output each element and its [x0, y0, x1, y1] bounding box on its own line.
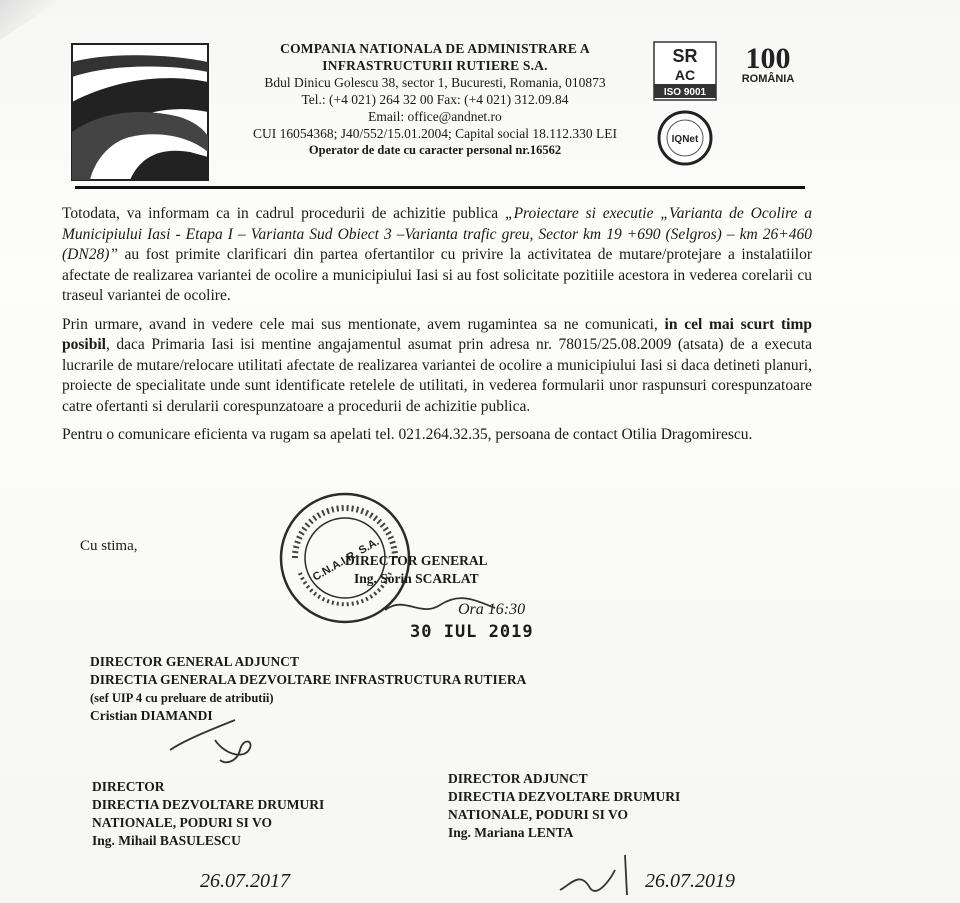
company-phone-fax: Tel.: (+4 021) 264 32 00 Fax: (+4 021) 312.09.84	[301, 92, 569, 107]
director-general-signature	[380, 590, 500, 620]
deputy-general-line3: (sef UIP 4 cu preluare de atributii)	[90, 691, 274, 705]
paragraph-1-text-a: Totodata, va informam ca in cadrul procedurii de achizitie publica	[62, 205, 505, 222]
director-left-line3: NATIONALE, PODURI SI VO	[92, 815, 273, 830]
company-name-line2: INFRASTRUCTURII RUTIERE S.A.	[322, 58, 548, 73]
stamp-time: Ora 16:30	[458, 601, 526, 618]
director-left-line2: DIRECTIA DEZVOLTARE DRUMURI	[92, 797, 325, 812]
company-email: Email: office@andnet.ro	[368, 109, 502, 124]
paragraph-2-text-b: , daca Primaria Iasi isi mentine angajamentul asumat prin adresa nr. 78015/25.08.2009 (atsata) de a executa lucrarile de mutare/relocare utilitati afectate de realizarea variantei de ocolire a municipiului Iasi si daca detineti planuri, proiecte de specialitate unde sunt identificate retelele de utilitati, in vederea formularii unor raspunsuri corespunzatoare catre ofertanti si derularii corespunzatoare a procedurii de achizitie publica.	[62, 336, 812, 415]
stamp-center-text: C.N.A.I.R. S.A.	[310, 535, 382, 584]
paragraph-1-text-b: au fost primite clarificari din partea ofertantilor cu privire la activitatea de mutare/protejare a instalatiilor afectate de realizarea variantei de ocolire a municipiului Iasi si au fost solicitate pozitiile acestora in vederea corelarii cu traseul variantei de ocolire.	[62, 246, 812, 304]
paragraph-1	[62, 204, 812, 307]
director-right-block	[448, 770, 680, 842]
director-right-name: Ing. Mariana LENTA	[448, 825, 574, 840]
director-right-line1: DIRECTOR ADJUNCT	[448, 771, 588, 786]
company-registry: CUI 16054368; J40/552/15.01.2004; Capital social 18.112.330 LEI	[253, 126, 617, 141]
director-general-block	[345, 552, 488, 588]
certification-badges	[650, 40, 810, 170]
director-right-signature	[555, 850, 645, 900]
director-left-name: Ing. Mihail BASULESCU	[92, 833, 241, 848]
iqnet-badge-text: IQNet	[671, 134, 699, 145]
deputy-general-line2: DIRECTIA GENERALA DEZVOLTARE INFRASTRUCTURA RUTIERA	[90, 672, 527, 687]
letter-body	[62, 204, 812, 454]
paragraph-2-bold: in cel mai scurt timp posibil	[62, 315, 812, 353]
iso-badge-text: ISO 9001	[663, 87, 707, 98]
sr-badge-text: SR	[672, 46, 698, 66]
company-header	[215, 40, 655, 159]
centenar-country: ROMÂNIA	[741, 73, 795, 85]
data-operator: Operator de date cu caracter personal nr.16562	[308, 143, 562, 157]
director-left-handwritten-date: 26.07.2017	[200, 870, 290, 892]
deputy-general-signature	[165, 710, 265, 770]
paragraph-3: Pentru o comunicare eficienta va rugam sa apelati tel. 021.264.32.35, persoana de contact Otilia Dragomirescu.	[62, 426, 753, 443]
company-name-line1: COMPANIA NATIONALA DE ADMINISTRARE A	[280, 41, 590, 56]
company-logo	[70, 42, 210, 182]
header-divider	[75, 186, 805, 189]
stamp-date: 30 IUL 2019	[410, 622, 534, 642]
deputy-general-line1: DIRECTOR GENERAL ADJUNCT	[90, 654, 300, 669]
paragraph-2-text-a: Prin urmare, avand in vedere cele mai sus mentionate, avem rugamintea sa ne comunicati,	[62, 315, 665, 333]
director-left-line1: DIRECTOR	[92, 779, 165, 794]
ac-badge-text: AC	[674, 67, 696, 83]
director-right-handwritten-date: 26.07.2019	[645, 870, 735, 892]
deputy-general-name: Cristian DIAMANDI	[90, 708, 213, 723]
director-general-title: DIRECTOR GENERAL	[345, 553, 488, 568]
closing-greeting: Cu stima,	[80, 538, 138, 554]
director-left-block	[92, 778, 324, 850]
company-address: Bdul Dinicu Golescu 38, sector 1, Bucuresti, Romania, 010873	[264, 75, 606, 90]
director-right-line2: DIRECTIA DEZVOLTARE DRUMURI	[448, 789, 681, 804]
deputy-general-block	[90, 653, 526, 725]
paragraph-1-italic: „Proiectare si executie „Varianta de Ocolire a Municipiului Iasi - Etapa I – Varianta Sud Obiect 3 –Varianta trafic greu, Sector km 19 +690 (Selgros) – km 26+460 (DN28)”	[62, 205, 812, 263]
director-general-name: Ing. Sorin SCARLAT	[353, 571, 479, 586]
director-right-line3: NATIONALE, PODURI SI VO	[448, 807, 629, 822]
centenar-number: 100	[745, 42, 791, 75]
paragraph-2	[62, 315, 812, 418]
